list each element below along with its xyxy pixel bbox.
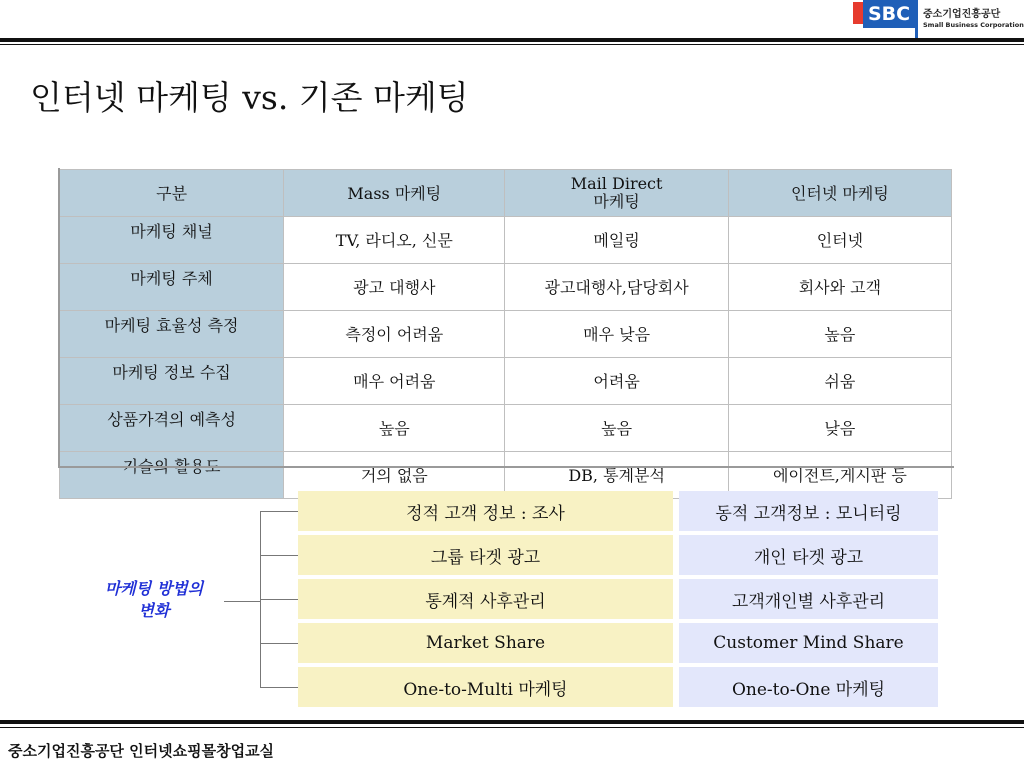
table-cell: 광고대행사,담당회사	[505, 264, 728, 311]
traditional-method-box: Market Share	[298, 623, 673, 663]
traditional-method-box: 그룹 타겟 광고	[298, 535, 673, 575]
table-cell: 쉬움	[728, 358, 951, 405]
connector-branch	[260, 555, 298, 556]
table-cell: 광고 대행사	[284, 264, 505, 311]
table-cell: DB, 통계분석	[505, 452, 728, 499]
method-change-label	[84, 578, 224, 622]
row-header-cell: 기술의 활용도	[60, 452, 284, 499]
row-header-cell: 마케팅 정보 수집	[60, 358, 284, 405]
table-cell: 메일링	[505, 217, 728, 264]
table-row	[60, 358, 952, 405]
table-cell: 높음	[728, 311, 951, 358]
table-row	[60, 217, 952, 264]
sbc-logo	[853, 0, 1024, 38]
method-label-line: 변화	[138, 601, 170, 620]
internet-method-box: 동적 고객정보 : 모니터링	[679, 491, 938, 531]
footer-rule-thin	[0, 727, 1024, 728]
footer-text: 중소기업진흥공단 인터넷쇼핑몰창업교실	[8, 742, 275, 760]
table-row	[60, 311, 952, 358]
table-row	[60, 264, 952, 311]
row-header-cell: 상품가격의 예측성	[60, 405, 284, 452]
connector-stem	[224, 601, 260, 602]
table-cell: 에이전트,게시판 등	[728, 452, 951, 499]
table-header-cell: Mass 마케팅	[284, 170, 505, 217]
row-header-cell: 마케팅 효율성 측정	[60, 311, 284, 358]
connector-branch	[260, 511, 298, 512]
table-cell: 거의 없음	[284, 452, 505, 499]
row-header-cell: 마케팅 채널	[60, 217, 284, 264]
table-cell: 높음	[505, 405, 728, 452]
logo-red-mark	[853, 2, 863, 24]
traditional-method-box: 통계적 사후관리	[298, 579, 673, 619]
table-cell: 높음	[284, 405, 505, 452]
table-cell: 어려움	[505, 358, 728, 405]
table-cell: 매우 낮음	[505, 311, 728, 358]
org-name-en: Small Business Corporation	[923, 21, 1024, 29]
table-header-row	[60, 170, 952, 217]
connector-branch	[260, 599, 298, 600]
table-header-cell: 구분	[60, 170, 284, 217]
table-header-cell: 인터넷 마케팅	[728, 170, 951, 217]
table-cell: 인터넷	[728, 217, 951, 264]
internet-method-box: 고객개인별 사후관리	[679, 579, 938, 619]
table-row	[60, 405, 952, 452]
table-cell: TV, 라디오, 신문	[284, 217, 505, 264]
slide-title: 인터넷 마케팅 vs. 기존 마케팅	[30, 78, 469, 117]
header-rule-thin	[0, 44, 1024, 45]
table-header-cell: Mail Direct 마케팅	[505, 170, 728, 217]
method-label-line: 마케팅 방법의	[104, 579, 204, 598]
header-rule-thick	[0, 38, 1024, 42]
internet-method-box: One-to-One 마케팅	[679, 667, 938, 707]
internet-method-box: 개인 타겟 광고	[679, 535, 938, 575]
row-header-cell: 마케팅 주체	[60, 264, 284, 311]
comparison-table	[59, 169, 952, 499]
logo-divider	[915, 0, 918, 38]
table-cell: 측정이 어려움	[284, 311, 505, 358]
org-name-ko: 중소기업진흥공단	[923, 9, 1001, 20]
traditional-method-box: One-to-Multi 마케팅	[298, 667, 673, 707]
traditional-method-box: 정적 고객 정보 : 조사	[298, 491, 673, 531]
table-cell: 회사와 고객	[728, 264, 951, 311]
connector-branch	[260, 687, 298, 688]
table-cell: 매우 어려움	[284, 358, 505, 405]
table-cell: 낮음	[728, 405, 951, 452]
logo-sbc-badge: SBC	[863, 0, 915, 28]
footer-rule-thick	[0, 720, 1024, 724]
connector-branch	[260, 643, 298, 644]
internet-method-box: Customer Mind Share	[679, 623, 938, 663]
